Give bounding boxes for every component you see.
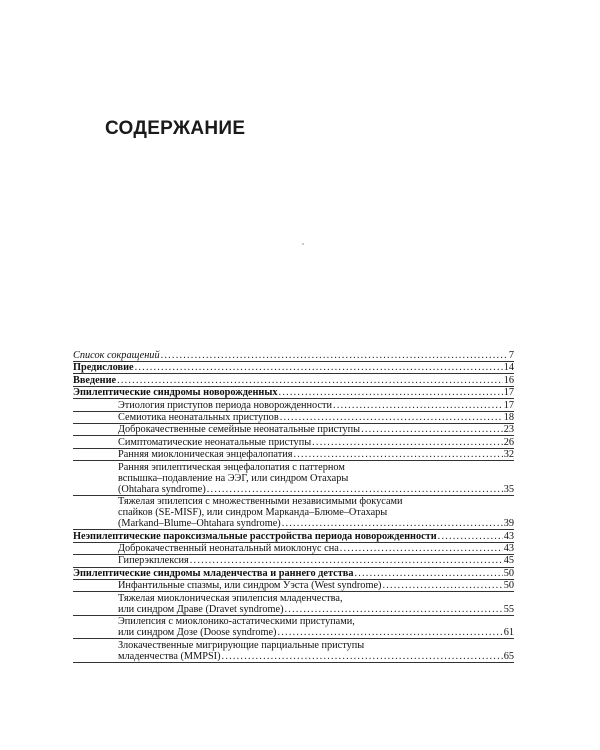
toc-entry-title: (Ohtahara syndrome): [118, 483, 206, 495]
toc-entry[interactable]: [73, 449, 514, 460]
toc-entry-leader-line: [118, 518, 514, 529]
toc-page-number: 45: [503, 555, 514, 567]
entry-underline: [73, 662, 514, 663]
toc-entry-leader-line: [118, 580, 514, 591]
dot-leader: [279, 387, 503, 398]
toc-entry[interactable]: [73, 593, 514, 615]
toc-entry[interactable]: [73, 424, 514, 435]
toc-entry-leader-line: [118, 400, 514, 411]
dot-leader: [361, 424, 503, 435]
toc-entry-leader-line: [73, 375, 514, 386]
page-speck: [302, 243, 304, 245]
dot-leader: [222, 651, 503, 662]
toc-entry-leader-line: [118, 604, 514, 615]
toc-page-number: 17: [503, 387, 514, 399]
toc-entry-title-line: Тяжелая эпилепсия с множественными независимыми фокусами: [118, 496, 403, 508]
toc-entry[interactable]: [73, 531, 514, 542]
toc-entry[interactable]: [73, 555, 514, 566]
toc-entry-title-line: вспышка–подавление на ЭЭГ, или синдром Отахары: [118, 472, 349, 484]
toc-entry-title: Доброкачественный неонатальный миоклонус сна: [118, 543, 339, 555]
toc-entry-title: Гиперэкплексия: [118, 555, 189, 567]
toc-entry[interactable]: [73, 350, 514, 361]
table-of-contents: [73, 350, 514, 663]
toc-entry-leader-line: [118, 424, 514, 435]
toc-entry-leader-line: [118, 651, 514, 662]
toc-entry[interactable]: [73, 375, 514, 386]
toc-page-number: 14: [503, 362, 514, 374]
toc-entry-title: или синдром Дозе (Doose syndrome): [118, 627, 277, 639]
dot-leader: [340, 543, 503, 554]
toc-entry-leader-line: [73, 362, 514, 373]
toc-page-number: 43: [503, 530, 514, 542]
page-title: СОДЕРЖАНИЕ: [105, 118, 246, 139]
toc-entry-title: Симптоматические неонатальные приступы: [118, 436, 312, 448]
dot-leader: [280, 412, 503, 423]
dot-leader: [285, 604, 503, 615]
toc-entry-leader-line: [118, 543, 514, 554]
dot-leader: [207, 484, 503, 495]
toc-entry-title-line: Тяжелая миоклоническая эпилепсия младенчества,: [118, 592, 343, 604]
toc-page-number: 61: [503, 627, 514, 639]
toc-page-number: 50: [503, 567, 514, 579]
toc-page-number: 23: [503, 424, 514, 436]
toc-entry[interactable]: [73, 462, 514, 495]
toc-entry[interactable]: [73, 437, 514, 448]
toc-entry-leader-line: [73, 531, 514, 542]
toc-entry[interactable]: [73, 543, 514, 554]
toc-entry-leader-line: [118, 449, 514, 460]
dot-leader: [161, 350, 508, 361]
dot-leader: [190, 555, 503, 566]
toc-entry-leader-line: [118, 437, 514, 448]
toc-entry-title-line: спайков (SE-MISF), или синдром Марканда–Блюме–Отахары: [118, 507, 388, 519]
toc-entry[interactable]: [73, 568, 514, 579]
dot-leader: [282, 518, 503, 529]
toc-page-number: 32: [503, 449, 514, 461]
toc-entry-title: Введение: [73, 374, 117, 386]
toc-entry-title: Ранняя миоклоническая энцефалопатия: [118, 449, 293, 461]
toc-entry-leader-line: [118, 412, 514, 423]
toc-page-number: 43: [503, 543, 514, 555]
dot-leader: [312, 437, 503, 448]
toc-entry-title: Эпилептические синдромы новорожденных: [73, 387, 278, 399]
dot-leader: [354, 568, 502, 579]
toc-entry-title: Доброкачественные семейные неонатальные приступы: [118, 424, 361, 436]
toc-entry[interactable]: [73, 362, 514, 373]
toc-entry[interactable]: [73, 387, 514, 398]
toc-entry-leader-line: [73, 568, 514, 579]
toc-entry[interactable]: [73, 640, 514, 662]
toc-page-number: 16: [503, 374, 514, 386]
dot-leader: [333, 400, 503, 411]
dot-leader: [382, 580, 502, 591]
toc-page-number: 65: [503, 650, 514, 662]
toc-entry-leader-line: [118, 555, 514, 566]
toc-entry-title-line: Злокачественные мигрирующие парциальные приступы: [118, 639, 365, 651]
toc-entry-title-line: Ранняя эпилептическая энцефалопатия с паттерном: [118, 461, 345, 473]
toc-entry-leader-line: [118, 484, 514, 495]
dot-leader: [135, 362, 503, 373]
toc-entry-title: (Markand–Blume–Ohtahara syndrome): [118, 518, 281, 530]
toc-page-number: 26: [503, 436, 514, 448]
toc-entry-title: Предисловие: [73, 362, 134, 374]
toc-entry-title: Этиология приступов периода новорожденности: [118, 399, 333, 411]
toc-entry[interactable]: [73, 400, 514, 411]
toc-entry-title: Инфантильные спазмы, или синдром Уэста (West syndrome): [118, 580, 382, 592]
toc-entry-leader-line: [73, 350, 514, 361]
toc-entry-title: Семиотика неонатальных приступов: [118, 411, 279, 423]
toc-page-number: 50: [503, 580, 514, 592]
toc-entry-leader-line: [118, 627, 514, 638]
dot-leader: [438, 531, 503, 542]
toc-page-number: 39: [503, 518, 514, 530]
toc-entry[interactable]: [73, 580, 514, 591]
toc-page-number: 7: [508, 350, 514, 361]
toc-entry-title: младенчества (MMPSI): [118, 650, 221, 662]
dot-leader: [278, 627, 503, 638]
toc-entry-title: Эпилептические синдромы младенчества и раннего детства: [73, 567, 354, 579]
toc-entry[interactable]: [73, 496, 514, 529]
toc-page-number: 17: [503, 399, 514, 411]
toc-entry[interactable]: [73, 412, 514, 423]
dot-leader: [117, 375, 503, 386]
toc-entry-leader-line: [73, 387, 514, 398]
toc-page-number: 18: [503, 411, 514, 423]
dot-leader: [293, 449, 502, 460]
toc-entry-title: или синдром Драве (Dravet syndrome): [118, 603, 284, 615]
toc-page-number: 55: [503, 603, 514, 615]
toc-entry[interactable]: [73, 616, 514, 638]
toc-entry-title: Список сокращений: [73, 350, 160, 361]
toc-entry-title: Неэпилептические пароксизмальные расстройства периода новорожденности: [73, 530, 437, 542]
toc-entry-title-line: Эпилепсия с миоклонико-астатическими приступами,: [118, 616, 355, 628]
toc-page-number: 35: [503, 483, 514, 495]
